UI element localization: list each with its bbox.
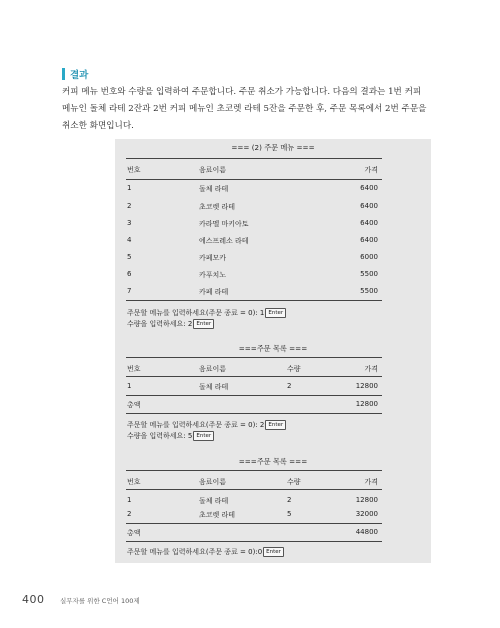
menu-row bbox=[115, 184, 431, 196]
menu-price: 6400 bbox=[360, 202, 378, 210]
menu-price: 6400 bbox=[360, 184, 378, 192]
console-output bbox=[115, 139, 431, 563]
order-total-row bbox=[115, 400, 431, 412]
total-label: 총액 bbox=[127, 529, 141, 537]
order-price: 32000 bbox=[355, 510, 378, 518]
menu-num: 4 bbox=[127, 236, 132, 244]
order-num: 2 bbox=[127, 510, 132, 518]
order-header-row bbox=[115, 477, 431, 489]
header-name: 음료이름 bbox=[199, 478, 227, 486]
menu-num: 7 bbox=[127, 287, 132, 295]
menu-num: 2 bbox=[127, 202, 132, 210]
quantity-prompt bbox=[127, 431, 214, 441]
description-paragraph bbox=[62, 84, 432, 136]
total-value: 44800 bbox=[355, 528, 378, 536]
page-number: 400 bbox=[22, 593, 45, 606]
menu-row bbox=[115, 287, 431, 299]
divider bbox=[126, 376, 382, 377]
menu-title: === (2) 주문 메뉴 === bbox=[231, 143, 315, 152]
paragraph-line: 커피 메뉴 번호와 수량을 입력하여 주문합니다. 주문 취소가 가능합니다. 다음의 결과는 1번 커피 bbox=[62, 87, 422, 97]
divider bbox=[126, 523, 382, 524]
divider bbox=[126, 300, 382, 301]
divider bbox=[126, 470, 382, 471]
order-row bbox=[115, 510, 431, 522]
divider bbox=[126, 158, 382, 159]
book-title: 실무자를 위한 C언어 100제 bbox=[60, 597, 140, 605]
menu-prompt bbox=[127, 308, 286, 318]
order-header-row bbox=[115, 364, 431, 376]
menu-prompt bbox=[127, 547, 284, 557]
order-name: 초코렛 라테 bbox=[199, 511, 236, 519]
order-price: 12800 bbox=[355, 496, 378, 504]
prompt-text: 주문할 메뉴를 입력하세요(주문 종료 = 0): 2 bbox=[127, 421, 265, 429]
menu-row bbox=[115, 219, 431, 231]
menu-name: 카라멜 마키아토 bbox=[199, 220, 249, 228]
header-price: 가격 bbox=[364, 478, 378, 486]
header-qty: 수량 bbox=[287, 365, 301, 373]
header-num: 번호 bbox=[127, 365, 141, 373]
divider bbox=[126, 541, 382, 542]
total-value: 12800 bbox=[355, 400, 378, 408]
prompt-text: 주문할 메뉴를 입력하세요(주문 종료 = 0): 1 bbox=[127, 309, 265, 317]
order-qty: 2 bbox=[287, 382, 292, 390]
enter-key: Enter bbox=[265, 308, 286, 318]
header-name: 음료이름 bbox=[199, 166, 227, 174]
section-accent-bar bbox=[62, 68, 65, 80]
order-total-row bbox=[115, 528, 431, 540]
order-name: 돌체 라테 bbox=[199, 383, 229, 391]
order-list-title: ===주문 목록 === bbox=[238, 457, 308, 466]
order-name: 돌체 라테 bbox=[199, 497, 229, 505]
order-row bbox=[115, 496, 431, 508]
order-list-title: ===주문 목록 === bbox=[238, 344, 308, 353]
enter-key: Enter bbox=[193, 319, 214, 329]
divider bbox=[126, 395, 382, 396]
order-num: 1 bbox=[127, 382, 132, 390]
header-price: 가격 bbox=[364, 166, 378, 174]
enter-key: Enter bbox=[193, 431, 214, 441]
menu-row bbox=[115, 270, 431, 282]
order-price: 12800 bbox=[355, 382, 378, 390]
enter-key: Enter bbox=[263, 547, 284, 557]
order-num: 1 bbox=[127, 496, 132, 504]
menu-header-row bbox=[115, 165, 431, 177]
section-title: 결과 bbox=[70, 70, 89, 81]
menu-name: 카페 라테 bbox=[199, 288, 229, 296]
order-qty: 2 bbox=[287, 496, 292, 504]
divider bbox=[126, 357, 382, 358]
paragraph-line: 메뉴인 돌체 라테 2잔과 2번 커피 메뉴인 초코렛 라테 5잔을 주문한 후, 주문 목록에서 2번 주문을 bbox=[62, 104, 427, 115]
header-price: 가격 bbox=[364, 365, 378, 373]
header-name: 음료이름 bbox=[199, 365, 227, 373]
menu-row bbox=[115, 202, 431, 214]
menu-row bbox=[115, 253, 431, 265]
prompt-text: 수량을 입력하세요: 2 bbox=[127, 320, 193, 328]
section-heading bbox=[62, 67, 88, 81]
menu-name: 에스프레소 라테 bbox=[199, 237, 249, 245]
order-row bbox=[115, 382, 431, 394]
menu-price: 5500 bbox=[360, 287, 378, 295]
order-qty: 5 bbox=[287, 510, 292, 518]
menu-price: 5500 bbox=[360, 270, 378, 278]
menu-name: 돌체 라테 bbox=[199, 185, 229, 193]
quantity-prompt bbox=[127, 319, 214, 329]
enter-key: Enter bbox=[265, 420, 286, 430]
divider bbox=[126, 489, 382, 490]
menu-price: 6000 bbox=[360, 253, 378, 261]
divider bbox=[126, 179, 382, 180]
prompt-text: 주문할 메뉴를 입력하세요(주문 종료 = 0):0 bbox=[127, 548, 263, 556]
menu-row bbox=[115, 236, 431, 248]
total-label: 총액 bbox=[127, 401, 141, 409]
menu-num: 6 bbox=[127, 270, 132, 278]
header-num: 번호 bbox=[127, 166, 141, 174]
menu-name: 카푸치노 bbox=[199, 271, 227, 279]
divider bbox=[126, 413, 382, 414]
menu-price: 6400 bbox=[360, 219, 378, 227]
menu-num: 5 bbox=[127, 253, 132, 261]
menu-num: 3 bbox=[127, 219, 132, 227]
menu-name: 카페모카 bbox=[199, 254, 227, 262]
menu-name: 초코렛 라테 bbox=[199, 203, 236, 211]
paragraph-line: 취소한 화면입니다. bbox=[62, 121, 134, 132]
header-qty: 수량 bbox=[287, 478, 301, 486]
header-num: 번호 bbox=[127, 478, 141, 486]
menu-num: 1 bbox=[127, 184, 132, 192]
menu-prompt bbox=[127, 420, 286, 430]
menu-price: 6400 bbox=[360, 236, 378, 244]
prompt-text: 수량을 입력하세요: 5 bbox=[127, 432, 193, 440]
